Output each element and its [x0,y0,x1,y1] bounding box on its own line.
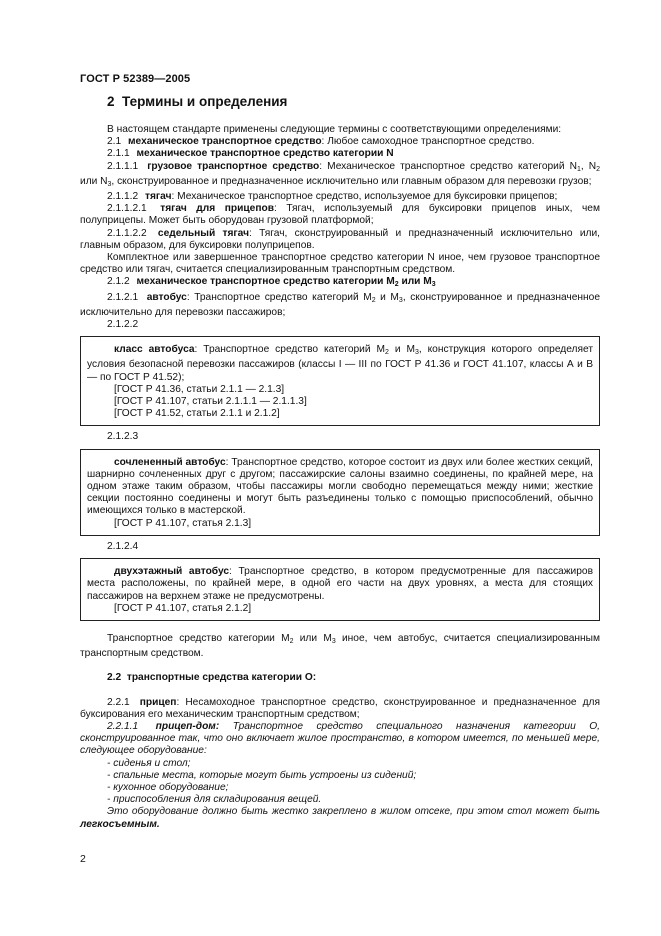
term: класс автобуса [114,344,195,356]
document-body [80,124,600,831]
reference: [ГОСТ Р 41.52, статьи 2.1.1 и 2.1.2] [114,408,280,420]
definition: : Тягач, сконструированный и предназначенный исключительно или, главным образом, для буксировки полуприцепов. [80,227,600,251]
term-2-1-1-2 [80,191,600,203]
definition: : Механическое транспортное средство, используемое для буксировки прицепов; [171,191,558,203]
paragraph-category-n: Комплектное или завершенное транспортное средство категории N иное, чем грузовое транспортное средство или тягач, считается специализированным транспортным средством. [80,252,600,276]
term-2-1-1-2-1 [80,203,600,227]
definition: : Транспортное средство, в котором предусмотренные для пассажиров места расположены, по крайней мере, в одной его части на двух уровнях, а места для стоящих пассажиров на верхнем этаже не предусмотрены. [87,566,593,602]
section-title [107,94,287,109]
subsection-heading [107,672,316,683]
term-2-2-1 [80,697,600,721]
term: тягач [145,191,172,203]
clause-number: 2.1.2.1 [107,291,139,303]
subscript: 1 [576,165,581,173]
page-number: 2 [80,853,86,865]
definition-part: , сконструированное и предназначенное исключительно или главным образом для перевозки грузов; [111,175,592,187]
definition-part: , сконструированное и предназначенное исключительно для перевозки пассажиров; [80,291,600,318]
section-number: 2 [107,94,115,109]
clause-number: 2.2 [107,672,122,684]
term: прицеп-дом: [155,720,220,732]
clause-number-2-1-2-4: 2.1.2.4 [107,540,139,552]
clause-number: 2.1.2 [107,276,130,288]
subscript: 2 [384,349,389,357]
subscript: 2 [596,165,600,173]
term: автобус [146,291,187,303]
definition-part: и M [375,291,399,303]
definition-box-double-deck-bus [80,558,600,621]
list-item: - приспособления для складирования вещей. [107,794,322,806]
reference: [ГОСТ Р 41.107, статья 2.1.3] [114,517,252,529]
reference: [ГОСТ Р 41.107, статья 2.1.2] [114,602,252,614]
box-definition [87,457,593,518]
term: сочлененный автобус [114,456,226,468]
definition: : Любое самоходное транспортное средство. [321,136,535,148]
term: прицеп [139,696,177,708]
clause-number: 2.1.1.1 [107,160,139,172]
term: седельный тягач [157,227,250,239]
subscript: 2 [289,637,294,645]
emphasized-text: легкосъемным. [80,818,160,830]
section-title-text: Термины и определения [122,94,288,109]
subscript: 3 [331,637,336,645]
term-2-1 [80,136,600,148]
term: двухэтажный автобус [114,566,230,578]
list-item: - спальные места, которые могут быть устроены из сидений; [107,769,417,781]
definition: Транспортное средство специального назначения категории О, сконструированное так, что оно включает жилое пространство, в котором имеется, по меньшей мере, следующее оборудование: [80,720,600,757]
term-2-1-2-1 [80,292,600,319]
reference: [ГОСТ Р 41.36, статьи 2.1.1 — 2.1.3] [114,383,285,395]
document-header: ГОСТ Р 52389—2005 [80,73,191,85]
definition-part: N [588,160,597,172]
definition: : Тягач, используемый для буксировки прицепов иных, чем полуприцепы. Может быть оборудован грузовой платформой; [80,203,600,227]
definition-part: : Транспортное средство категорий M [194,344,385,356]
clause-number: 2.1.1.2 [107,191,139,203]
text-part: Это оборудование должно быть жестко закреплено в жилом отсеке, при этом стол может быть [107,806,600,818]
term-2-1-2 [80,276,600,291]
definition-box-bus-class [80,336,600,426]
paragraph-final [80,806,600,830]
list-item: - сиденья и стол; [107,757,191,769]
clause-number: 2.1.1 [107,148,130,160]
paragraph-category-m [80,633,600,660]
subscript: 3 [414,349,419,357]
term: транспортные средства категории О: [126,672,317,684]
reference: [ГОСТ Р 41.107, статьи 2.1.1.1 — 2.1.1.3] [114,396,307,408]
term: механическое транспортное средство категории N [136,148,394,160]
text-part: Транспортное средство категории M [107,632,290,644]
definition-part: и M [388,344,415,356]
term [137,276,436,287]
term-2-1-1 [80,148,600,160]
clause-number-2-1-2-3: 2.1.2.3 [107,431,139,443]
subscript: 2 [371,296,376,304]
definition: : Несамоходное транспортное средство, сконструированное и предназначенное для буксирования его механическим транспортным средством; [80,696,600,720]
definition-part: : Механическое транспортное средство категорий N [319,160,577,172]
text-part: иное, чем автобус, считается специализированным транспортным средством. [80,632,601,660]
subscript: 3 [398,296,403,304]
definition-box-articulated-bus [80,449,600,536]
term-2-1-1-1 [80,161,600,191]
term: грузовое транспортное средство [147,160,320,172]
term: механическое транспортное средство [128,136,322,148]
subscript: 3 [431,281,436,289]
clause-number: 2.1.1.2.2 [107,227,147,239]
clause-number: 2.2.1 [107,696,130,708]
clause-number: 2.2.1.1 [107,720,139,732]
intro-paragraph: В настоящем стандарте применены следующие термины с соответствующими определениями: [107,124,562,135]
clause-number: 2.1 [107,136,122,148]
term-part: механическое транспортное средство категории M [136,276,395,288]
subscript: 3 [107,180,112,188]
clause-number: 2.1.1.2.1 [107,203,147,215]
subscript: 2 [394,281,399,289]
term-2-2 [80,672,600,684]
term-2-2-1-1 [80,721,600,758]
box-definition [87,344,593,384]
clause-number-2-1-2-2: 2.1.2.2 [107,319,139,331]
text-part: или M [293,632,332,644]
term-part: или M [398,276,432,288]
box-definition [87,566,593,603]
definition-part: , конструкция которого определяет условия безопасной перевозки пассажиров (классы I — III по ГОСТ Р 41.36 и ГОСТ 41.107, классы А и В — по ГОСТ Р 41.52); [87,344,593,383]
definition: : Транспортное средство, которое состоит из двух или более жестких секций, шарнирно сочлененных друг с другом; пассажирские салоны взаимно соединены, по крайней мере, на одном этаже таким образом, чтобы пассажиры могли свободно перемещаться между ними; жесткие секции постоянно соединены и могут быть разъединены только с помощью приспособлений, обычно имеющихся только в мастерской. [87,456,593,517]
definition-part: , [580,160,584,172]
definition-part: : Транспортное средство категорий M [186,291,372,303]
list-item: - кухонное оборудование; [107,781,229,793]
term: тягач для прицепов [160,203,274,215]
definition-part: или N [80,175,108,187]
term-2-1-1-2-2 [80,228,600,252]
